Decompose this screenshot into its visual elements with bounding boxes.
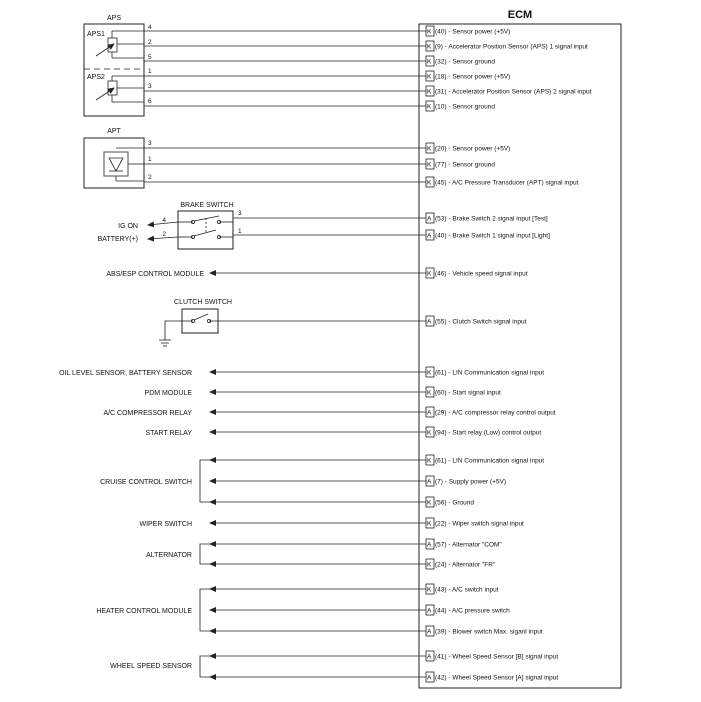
pdm-module: [145, 390, 426, 397]
pin-description: (43) - A/C switch input: [435, 586, 499, 594]
cruise-control-switch: [100, 460, 426, 502]
connector-letter: K: [427, 43, 432, 51]
pdm-label: PDM MODULE: [144, 390, 192, 397]
ecm-pin-row: [426, 539, 502, 549]
connector-letter: A: [427, 232, 432, 240]
connector-letter: A: [427, 409, 432, 417]
ecm-pin-row: [426, 407, 556, 417]
pin-description: (45) - A/C Pressure Transducer (APT) signal input: [435, 179, 579, 187]
ecm-block: [419, 9, 621, 688]
pin-description: (10) - Sensor ground: [435, 103, 495, 111]
connector-letter: K: [427, 145, 432, 153]
ecm-pin-row: [426, 427, 541, 437]
oil-battery-label: OIL LEVEL SENSOR, BATTERY SENSOR: [59, 370, 192, 377]
brake-right-number: 1: [238, 228, 242, 235]
apt-wire-number: 3: [148, 140, 152, 147]
ac-relay-label: A/C COMPRESSOR RELAY: [103, 410, 192, 417]
pin-description: (94) - Start relay (Low) control output: [435, 429, 542, 437]
ecm-pin-row: [426, 41, 588, 51]
connector-letter: K: [427, 369, 432, 377]
clutch-switch-title: CLUTCH SWITCH: [174, 299, 232, 306]
brake-switch: [98, 202, 426, 249]
pressure-transducer-icon: [104, 148, 144, 181]
connector-letter: K: [427, 103, 432, 111]
pin-description: (18) - Sensor power (+5V): [435, 73, 511, 81]
ecm-pin-row: [426, 455, 544, 465]
pin-description: (32) - Sensor ground: [435, 58, 495, 66]
aps-sensor: [84, 15, 426, 116]
brake-switch-contacts-icon: [191, 216, 220, 239]
connector-letter: K: [427, 179, 432, 187]
pin-description: (9) - Accelerator Position Sensor (APS) 1 signal input: [435, 43, 588, 51]
brake-left-number: 4: [162, 217, 166, 224]
aps-wire-number: 6: [148, 98, 152, 105]
connector-letter: K: [427, 58, 432, 66]
ecm-pin-row: [426, 71, 510, 81]
ecm-pin-list: [426, 26, 592, 682]
aps-wire-number: 4: [148, 24, 152, 31]
aps2-label: APS2: [87, 74, 105, 81]
ecm-pin-row: [426, 518, 524, 528]
ecm-pin-row: [426, 26, 510, 36]
ecm-pin-row: [426, 626, 543, 636]
aps-title: APS: [106, 15, 122, 22]
abs-esp-module: [106, 271, 426, 278]
pin-description: (22) - Wiper switch signal input: [435, 520, 524, 528]
connector-letter: K: [427, 586, 432, 594]
wiper-label: WIPER SWITCH: [139, 521, 192, 528]
pin-description: (39) - Blower switch Max. siganl input: [435, 628, 543, 636]
connector-letter: A: [427, 215, 432, 223]
ig-on-label: IG ON: [118, 223, 138, 230]
pin-description: (46) - Vehicle speed signal input: [435, 270, 528, 278]
connector-letter: K: [427, 499, 432, 507]
ecm-pin-row: [426, 605, 510, 615]
pin-description: (41) - Wheel Speed Sensor [B] signal input: [435, 653, 559, 661]
ecm-title: ECM: [507, 9, 533, 21]
pin-description: (57) - Alternator "COM": [435, 541, 502, 549]
pin-description: (7) - Supply power (+5V): [435, 478, 506, 486]
pin-description: (42) - Wheel Speed Sensor [A] signal input: [435, 674, 559, 682]
pin-description: (61) - LIN Communication signal input: [435, 369, 545, 377]
connector-letter: A: [427, 653, 432, 661]
brake-left-number: 2: [162, 231, 166, 238]
ecm-pin-row: [426, 476, 506, 486]
ecm-pin-row: [426, 497, 474, 507]
start-relay: [145, 430, 426, 437]
pin-description: (29) - A/C compressor relay control output: [435, 409, 556, 417]
ecm-pin-row: [426, 56, 495, 66]
start-relay-label: START RELAY: [145, 430, 192, 437]
ecm-pin-row: [426, 672, 558, 682]
ecm-pin-row: [426, 177, 579, 187]
connector-letter: K: [427, 73, 432, 81]
pin-description: (55) - Clutch Switch signal input: [435, 318, 527, 326]
aps1-label: APS1: [87, 31, 105, 38]
connector-letter: A: [427, 674, 432, 682]
connector-letter: A: [427, 318, 432, 326]
aps-wire-number: 2: [148, 39, 152, 46]
clutch-switch-contact-icon: [191, 314, 210, 323]
ecm-pin-row: [426, 268, 528, 278]
connector-letter: K: [427, 561, 432, 569]
wheel-speed-label: WHEEL SPEED SENSOR: [110, 663, 192, 670]
abs-esp-label: ABS/ESP CONTROL MODULE: [106, 271, 204, 278]
ecm-pin-row: [426, 101, 495, 111]
apt-wire-number: 1: [148, 156, 152, 163]
pin-description: (31) - Accelerator Position Sensor (APS) 2 signal input: [435, 88, 592, 96]
connector-letter: A: [427, 628, 432, 636]
heater-label: HEATER CONTROL MODULE: [96, 608, 192, 615]
connector-letter: K: [427, 389, 432, 397]
aps-wire-number: 3: [148, 83, 152, 90]
aps-wire-number: 1: [148, 68, 152, 75]
pin-description: (56) - Ground: [435, 499, 475, 507]
ecm-pin-row: [426, 86, 592, 96]
heater-control-module: [96, 589, 426, 631]
connector-letter: A: [427, 478, 432, 486]
clutch-switch: [159, 299, 426, 346]
pin-description: (61) - LIN Communication signal input: [435, 457, 545, 465]
ecm-pin-row: [426, 387, 501, 397]
apt-wire-number: 2: [148, 174, 152, 181]
apt-title: APT: [107, 128, 121, 135]
connector-letter: A: [427, 607, 432, 615]
connector-letter: K: [427, 429, 432, 437]
alternator: [146, 544, 426, 564]
pin-description: (77) - Sensor ground: [435, 161, 495, 169]
connector-letter: K: [427, 88, 432, 96]
ecm-pin-row: [426, 367, 544, 377]
pin-description: (24) - Alternator "FR": [435, 561, 496, 569]
ecm-pin-row: [426, 213, 548, 223]
wiper-switch: [140, 521, 427, 528]
apt-sensor: [84, 128, 426, 188]
battery-label: BATTERY(+): [97, 236, 138, 243]
connector-letter: K: [427, 28, 432, 36]
ground-icon: [159, 340, 171, 346]
ecm-pin-row: [426, 143, 510, 153]
aps-wire-number: 5: [148, 54, 152, 61]
pin-description: (53) - Brake Switch 2 signal input [Test]: [435, 215, 548, 223]
pin-description: (40) - Brake Switch 1 signal input [Light]: [435, 232, 550, 240]
pin-description: (40) - Sensor power (+5V): [435, 28, 511, 36]
pin-description: (44) - A/C pressure switch: [435, 607, 510, 615]
ecm-pin-row: [426, 651, 558, 661]
pin-description: (60) - Start signal input: [435, 389, 501, 397]
ecm-pin-row: [426, 584, 499, 594]
oil-battery-sensor: [59, 370, 426, 377]
brake-right-number: 3: [238, 210, 242, 217]
connector-letter: K: [427, 520, 432, 528]
ecm-pin-row: [426, 230, 550, 240]
ac-compressor-relay: [103, 410, 426, 417]
connector-letter: K: [427, 457, 432, 465]
connector-letter: K: [427, 161, 432, 169]
wheel-speed-sensor: [110, 656, 426, 677]
cruise-label: CRUISE CONTROL SWITCH: [100, 479, 192, 486]
brake-switch-title: BRAKE SWITCH: [180, 202, 234, 209]
connector-letter: A: [427, 541, 432, 549]
ecm-pin-row: [426, 559, 496, 569]
connector-letter: K: [427, 270, 432, 278]
ecm-pin-row: [426, 316, 527, 326]
alternator-label: ALTERNATOR: [146, 552, 192, 559]
ecm-pin-row: [426, 159, 495, 169]
pin-description: (20) - Sensor power (+5V): [435, 145, 511, 153]
